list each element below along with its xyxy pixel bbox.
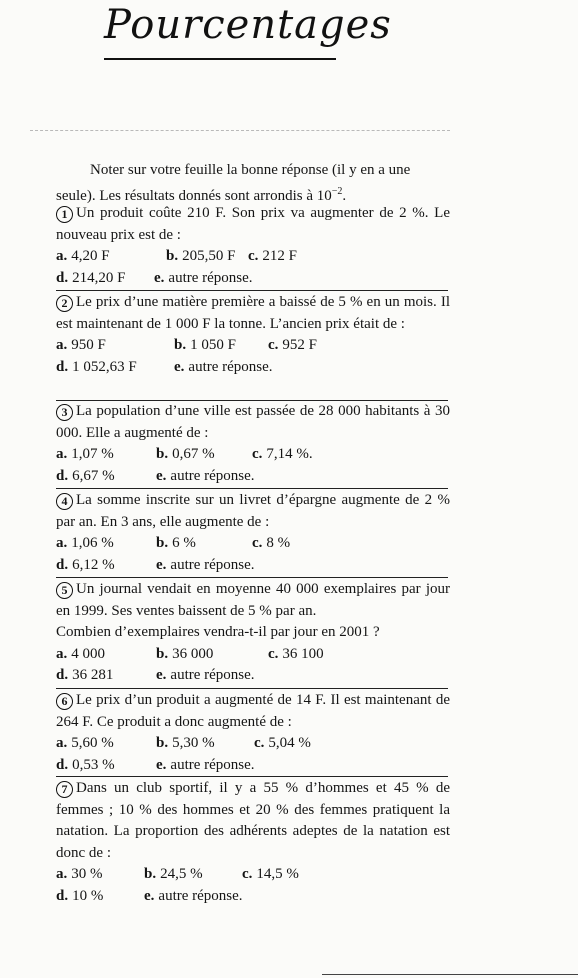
separator xyxy=(56,688,448,689)
option-e: e. autre réponse. xyxy=(156,667,255,683)
bottom-rule xyxy=(322,974,578,975)
instructions-exponent: −2 xyxy=(331,186,343,197)
option-d: d. 1 052,63 F xyxy=(56,358,137,375)
question-7 xyxy=(56,778,450,907)
instructions-text: Noter sur votre feuille la bonne réponse (il y en a une seule). Les résultats donnés sont arrondis à 10 xyxy=(56,162,411,204)
option-a: a. 30 % xyxy=(56,866,103,882)
question-2 xyxy=(56,292,450,378)
question-4 xyxy=(56,490,450,576)
question-stem: La population d’une ville est passée de 28 000 habitants à 30 000. Elle a augmenté de : xyxy=(56,403,450,441)
options-row xyxy=(56,533,450,555)
options-row xyxy=(56,864,450,886)
question-number-badge: 5 xyxy=(56,582,73,599)
option-a: a. 950 F xyxy=(56,337,106,353)
question-number-badge: 6 xyxy=(56,693,73,710)
options-row xyxy=(56,644,450,666)
separator xyxy=(56,577,448,578)
options-row xyxy=(56,357,450,379)
faint-divider xyxy=(30,130,450,131)
options-row xyxy=(56,268,450,290)
option-a: a. 1,06 % xyxy=(56,535,114,551)
question-3 xyxy=(56,401,450,487)
option-b: b. 205,50 F xyxy=(166,248,236,264)
option-e: e. autre réponse. xyxy=(156,756,255,773)
question-stem: Un journal vendait en moyenne 40 000 exemplaires par jour en 1999. Ses ventes baissent de 5 % par an. xyxy=(56,581,450,619)
question-stem-2: Combien d’exemplaires vendra-t-il par jour en 2001 ? xyxy=(56,624,380,640)
question-number-badge: 2 xyxy=(56,295,73,312)
separator xyxy=(56,488,448,489)
option-b: b. 6 % xyxy=(156,535,196,551)
options-row xyxy=(56,733,450,755)
option-d: d. 10 % xyxy=(56,887,104,904)
option-e: e. autre réponse. xyxy=(174,358,273,375)
option-d: d. 214,20 F xyxy=(56,269,126,286)
question-5 xyxy=(56,579,450,687)
option-e: e. autre réponse. xyxy=(144,887,243,904)
question-stem: Le prix d’un produit a augmenté de 14 F. Il est maintenant de 264 F. Ce produit a donc augmenté de : xyxy=(56,692,450,730)
option-b: b. 5,30 % xyxy=(156,735,215,751)
option-b: b. 36 000 xyxy=(156,645,214,662)
option-c: c. 952 F xyxy=(268,337,318,353)
options-row xyxy=(56,335,450,357)
option-e: e. autre réponse. xyxy=(156,556,255,573)
options-row xyxy=(56,755,450,777)
question-stem: Dans un club sportif, il y a 55 % d’hommes et 45 % de femmes ; 10 % des hommes et 20 % des femmes pratiquent la natation. La proportion des adhérents adeptes de la natation est donc de : xyxy=(56,780,450,861)
option-a: a. 4,20 F xyxy=(56,248,110,264)
separator xyxy=(56,776,448,777)
option-b: b. 0,67 % xyxy=(156,446,215,462)
options-row xyxy=(56,246,450,268)
question-stem: La somme inscrite sur un livret d’épargne augmente de 2 % par an. En 3 ans, elle augmente de : xyxy=(56,492,450,530)
option-c: c. 36 100 xyxy=(268,645,324,662)
options-row xyxy=(56,665,450,687)
question-stem: Le prix d’une matière première a baissé de 5 % en un mois. Il est maintenant de 1 000 F la tonne. L’ancien prix était de : xyxy=(56,294,450,332)
question-number-badge: 1 xyxy=(56,206,73,223)
question-number-badge: 4 xyxy=(56,493,73,510)
question-6 xyxy=(56,690,450,776)
separator xyxy=(56,290,448,291)
option-b: b. 24,5 % xyxy=(144,866,203,882)
option-d: d. 6,67 % xyxy=(56,467,115,484)
question-number-badge: 3 xyxy=(56,404,73,421)
option-c: c. 14,5 % xyxy=(242,866,299,882)
page-title: Pourcentages xyxy=(104,2,392,48)
option-a: a. 4 000 xyxy=(56,645,105,662)
option-d: d. 36 281 xyxy=(56,667,114,683)
question-stem: Un produit coûte 210 F. Son prix va augmenter de 2 %. Le nouveau prix est de : xyxy=(56,205,450,243)
instructions xyxy=(56,160,448,207)
option-d: d. 0,53 % xyxy=(56,756,115,773)
option-c: c. 5,04 % xyxy=(254,735,311,751)
question-1 xyxy=(56,203,450,289)
option-a: a. 5,60 % xyxy=(56,735,114,751)
option-c: c. 212 F xyxy=(248,248,298,264)
options-row xyxy=(56,466,450,488)
option-a: a. 1,07 % xyxy=(56,446,114,462)
options-row xyxy=(56,444,450,466)
options-row xyxy=(56,555,450,577)
option-e: e. autre réponse. xyxy=(154,269,253,286)
question-number-badge: 7 xyxy=(56,781,73,798)
option-c: c. 7,14 %. xyxy=(252,446,313,462)
option-d: d. 6,12 % xyxy=(56,556,115,573)
option-b: b. 1 050 F xyxy=(174,337,236,353)
options-row xyxy=(56,886,450,908)
option-e: e. autre réponse. xyxy=(156,467,255,484)
title-underline xyxy=(104,58,336,60)
option-c: c. 8 % xyxy=(252,535,291,551)
instructions-end: . xyxy=(342,188,347,204)
